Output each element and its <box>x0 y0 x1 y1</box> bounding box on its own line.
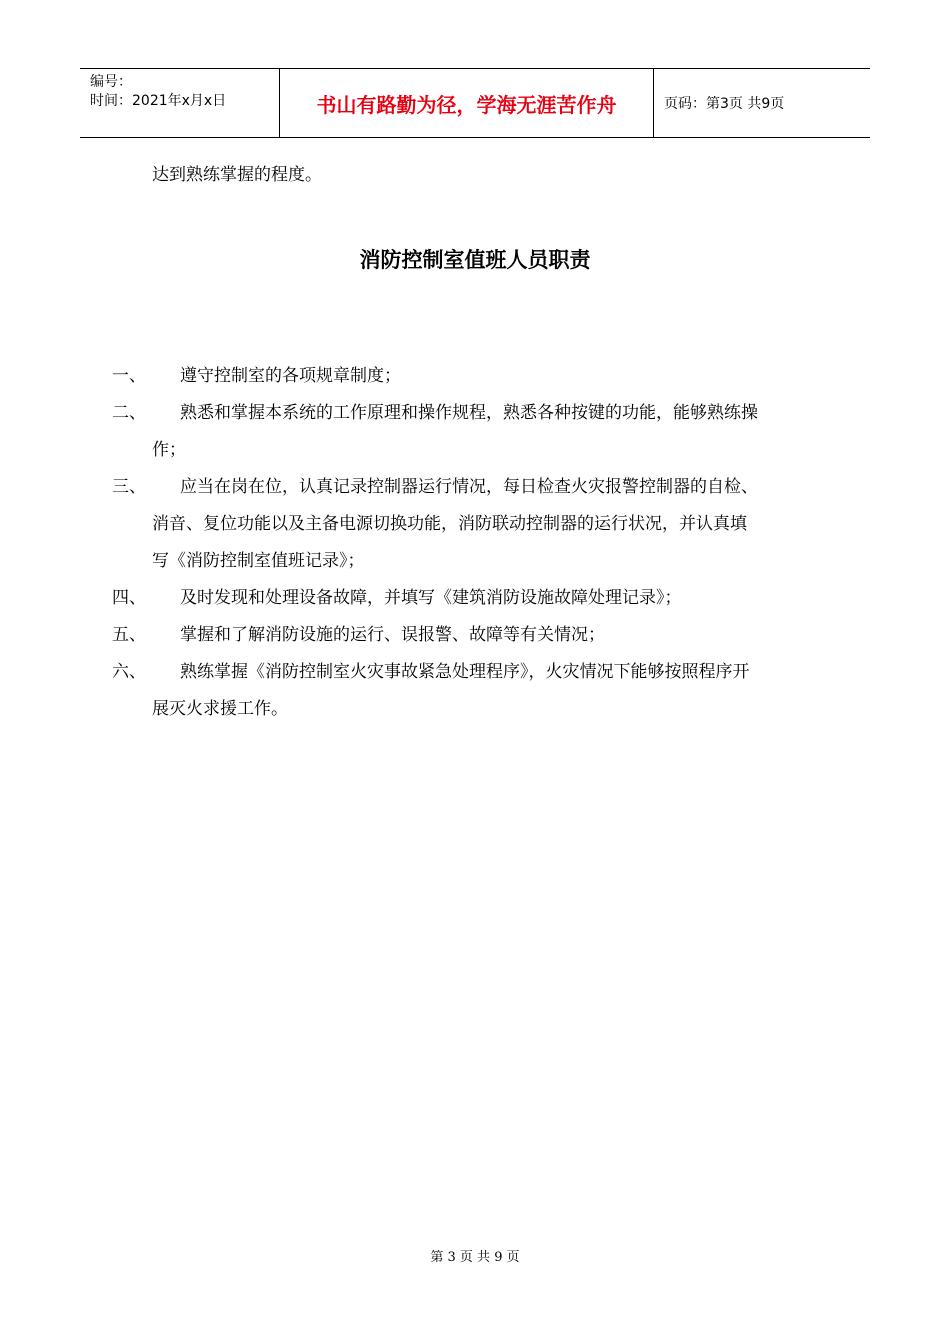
item-number: 一、 <box>112 366 146 386</box>
list-item-continuation: 消音、复位功能以及主备电源切换功能，消防联动控制器的运行状况，并认真填 <box>152 514 747 534</box>
continuation-text: 达到熟练掌握的程度。 <box>152 165 322 185</box>
item-number: 五、 <box>112 625 146 645</box>
list-item <box>112 580 842 617</box>
duty-list <box>112 358 842 728</box>
list-item-continuation: 写《消防控制室值班记录》； <box>152 551 365 571</box>
item-number: 二、 <box>112 403 146 423</box>
list-item-continuation: 展灭火求援工作。 <box>152 699 288 719</box>
item-text: 应当在岗在位，认真记录控制器运行情况，每日检查火灾报警控制器的自检、 <box>180 477 758 497</box>
item-text: 熟悉和掌握本系统的工作原理和操作规程，熟悉各种按键的功能，能够熟练操 <box>180 403 758 423</box>
time-label: 时间：2021年x月x日 <box>90 93 227 109</box>
page-footer: 第 3 页 共 9 页 <box>430 1250 520 1265</box>
header-page-label: 页码：第3页 共9页 <box>664 96 785 112</box>
document-title: 消防控制室值班人员职责 <box>359 248 591 272</box>
item-text: 及时发现和处理设备故障，并填写《建筑消防设施故障处理记录》； <box>180 588 682 608</box>
list-item <box>112 358 842 395</box>
list-item <box>112 469 842 506</box>
header-motto: 书山有路勤为径，学海无涯苦作舟 <box>280 69 654 137</box>
list-item <box>112 617 842 654</box>
item-text: 熟练掌握《消防控制室火灾事故紧急处理程序》，火灾情况下能够按照程序开 <box>180 662 750 682</box>
list-item <box>112 395 842 432</box>
header-meta <box>80 69 280 137</box>
item-number: 六、 <box>112 662 146 682</box>
list-item <box>112 654 842 691</box>
item-text: 掌握和了解消防设施的运行、误报警、故障等有关情况； <box>180 625 605 645</box>
item-number: 三、 <box>112 477 146 497</box>
item-number: 四、 <box>112 588 146 608</box>
list-item-continuation: 作； <box>152 440 186 460</box>
page-header <box>80 68 870 138</box>
number-label: 编号： <box>90 74 132 90</box>
item-text: 遵守控制室的各项规章制度； <box>180 366 401 386</box>
